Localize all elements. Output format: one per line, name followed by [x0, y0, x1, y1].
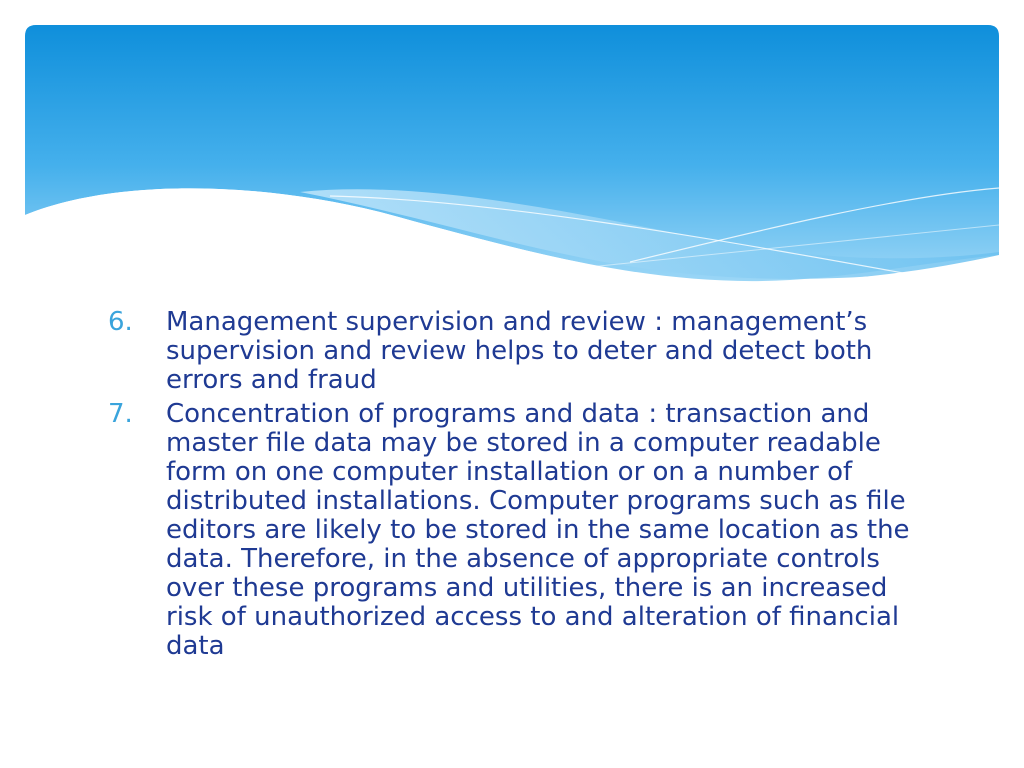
list-item — [108, 308, 928, 395]
list-item — [108, 400, 928, 661]
list-item-number: 6. — [108, 307, 133, 337]
header-wave-banner — [0, 0, 1024, 300]
list-item-number: 7. — [108, 399, 133, 429]
list-item-text: Concentration of programs and data : transaction and master file data may be stored in a computer readable form on one computer installation or on a number of distributed installations. Computer programs such as file editors are likely to be stored in the same location as the data. Therefore, in the absence of appropriate controls over these programs and utilities, there is an increased risk of unauthorized access to and alteration of financial data — [166, 399, 910, 661]
numbered-list — [108, 308, 928, 666]
list-item-text: Management supervision and review : management’s supervision and review helps to deter and detect both errors and fraud — [166, 307, 873, 395]
